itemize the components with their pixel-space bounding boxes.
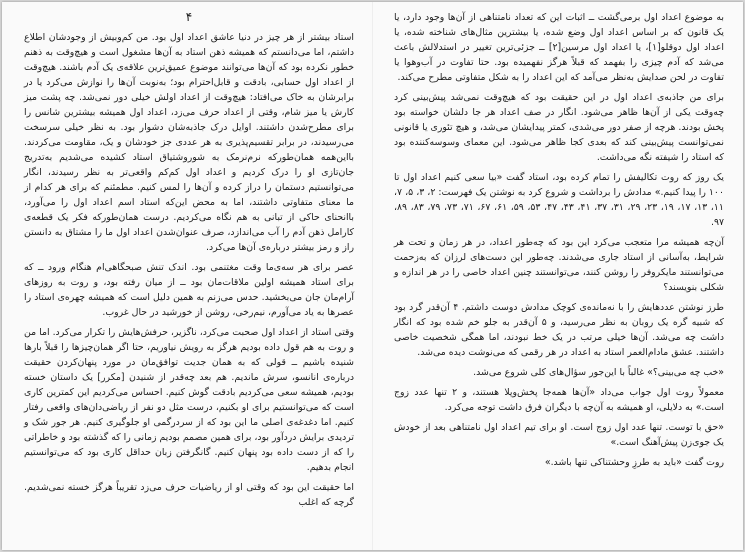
left-paragraph-4: اما حقیقت این بود که وقتی او از ریاضیات حرف می‌زد تقریباً هرگز خسته نمی‌شدیم. گرچه که اغلب [24, 482, 354, 508]
book-spread [2, 2, 743, 550]
left-paragraph-1: استاد بیشتر از هر چیز در دنیا عاشق اعداد اول بود. من کم‌وبیش از وجودشان اطلاع داشتم، اما می‌دانستم که همیشه ذهن استاد به آن‌ها مشغول است و هیچ‌وقت به ذهنم خطور نکرده بود که آن‌ها می‌توانند موضوع عمیق‌ترین علاقه‌ی یک آدم باشند. هیچ‌وقت از اعداد اول حسابی، بادقت و قابل‌احترام بود؛ به‌نوبت آن‌ها را نوازش می‌کرد یا در برابرشان به خاک می‌افتاد: هیچ‌وقت از اعداد اولش خیلی دور نمی‌شد. چه پشت میز کارش یا میز شام، وقتی از اعداد حرف می‌زد، اعداد اول همیشه بیشترین شانس را برای مطرح‌شدن داشتند. اوایل درک جاذبه‌شان دشوار بود. به نظر خیلی سرسخت می‌رسیدند، در برابر تقسیم‌پذیری به هر عددی جز خودشان و یک، مقاومت می‌کردند. بااین‌همه همان‌طورکه نرم‌نرمک به شوروشتیاق استاد کشیده می‌شدیم به‌تدریج جان‌تازی او را درک کردیم و اعداد اول کم‌کم واقعی‌تر به نظر رسیدند، انگار می‌توانستیم دستمان را دراز کرده و آن‌ها را لمس کنیم. مطمئنم که برای هر کدام از ما معنای متفاوتی داشتند، اما به محض این‌که استاد اسم اعداد اول را می‌آورد، باانحنای حاکی از تبانی به هم نگاه می‌کردیم. درست همان‌طورکه فکر یک قطعه‌ی کارامل ذهن آدم را آب می‌اندازد، صرف عنوان‌شدن اعداد اول ما را مشتاق به دانستن راز و رمز بیشتر درباره‌ی آن‌ها می‌کرد. [24, 32, 354, 253]
right-paragraph-2: برای من جاذبه‌ی اعداد اول در این حقیقت بود که هیچ‌وقت نمی‌شد پیش‌بینی کرد چه‌وقت یکی از آن‌ها ظاهر می‌شود. انگار در صف اعداد هر جا دلشان خواسته بود پخش بودند. هرچه از صفر دور می‌شدی، کمتر پیدایشان می‌شد، و هیچ تئوری یا قانونی نمی‌توانست پیش‌بینی کند که بعدی کجا ظاهر می‌شود. این معمای وسوسه‌کننده بود که استاد را شیفته نگه می‌داشت. [394, 92, 724, 163]
right-paragraph-6: «خب چه می‌بینی؟» غالباً با این‌جور سؤال‌های کلی شروع می‌شد. [473, 367, 724, 378]
right-paragraph-9: روت گفت «باید به طرزِ وحشتناکی تنها باشد.» [544, 457, 724, 468]
left-page [24, 10, 354, 540]
right-paragraph-3: یک روز که روت تکالیفش را تمام کرده بود، استاد گفت «بیا سعی کنیم اعداد اول تا ۱۰۰ را پیدا کنیم.» مدادش را برداشت و شروع کرد به نوشتن یک فهرست: ۲، ۳، ۵، ۷، ۱۱، ۱۳، ۱۷، ۱۹، ۲۳، ۲۹، ۳۱، ۳۷، ۴۱، ۴۳، ۴۷، ۵۳، ۵۹، ۶۱، ۶۷، ۷۱، ۷۳، ۷۹، ۸۳، ۸۹، ۹۷. [394, 172, 724, 228]
left-paragraph-3: وقتی استاد از اعداد اول صحبت می‌کرد، ناگزیر، حرفش‌هایش را تکرار می‌کرد. اما من و روت به هم قول داده بودیم هرگز به رویش نیاوریم، حتا اگر همان‌چیزها را قبلاً بارها شنیده باشیم ــ قولی که به همان جدیت توافق‌مان در مورد پنهان‌کردن حقیقت درباره‌ی انانسو، سرش ماندیم. هم بعد چه‌قدر از شنیدن [مکرر] یک داستان خسته بودیم، همیشه سعی می‌کردیم بادقت گوش کنیم. احساس می‌کردیم این کمترین کاری است که می‌توانستیم برای او بکنیم، درست مثل دو نفر از ریاضی‌دان‌های واقعی رفتار کنیم. اما دغدغه‌ی اصلی ما این بود که از سردرگمی او جلوگیری کنیم. هر جور شک و تردیدی برایش دردآور بود، برای همین مصمم بودیم زمانی را که گذشته بود و خاطراتی را که از دست داده بود پنهان کنیم. گانگرفتن زبان حداقل کاری بود که می‌توانستیم انجام بدهیم. [24, 327, 354, 473]
right-page [394, 10, 724, 540]
book-gutter [372, 2, 373, 550]
page-number: ۴ [185, 10, 193, 24]
right-paragraph-4: آن‌چه همیشه مرا متعجب می‌کرد این بود که چه‌طور اعداد، در هر زمان و تحت هر شرایط، به‌آسانی از استاد جاری می‌شدند. چه‌طور این دست‌های لرزان که به‌زحمت می‌توانستند مایکروفر را روشن کنند، می‌توانستند چنین اعداد خاصی را در هر اندازه و شکلی بنویسند؟ [394, 237, 724, 293]
right-paragraph-7: معمولاً روت اول جواب می‌داد «آن‌ها همه‌جا پخش‌وپلا هستند، و ۲ تنها عدد زوج است.» به دلایلی، او همیشه به آن‌چه با دیگران فرق داشت توجه می‌کرد. [394, 387, 724, 413]
right-paragraph-5: طرز نوشتن عددهایش را با نه‌مانده‌ی کوچک مدادش دوست داشتم. ۴ آن‌قدر گرد بود که شبیه گره یک روبان به نظر می‌رسید، و ۵ آن‌قدر به جلو خم شده بود که انگار داشت چه می‌شد. آن‌ها خیلی مرتب در یک خط نبودند، اما همگی شخصیت خاصی داشتند. عشق مادام‌العمر استاد به اعداد در هر رقمی که می‌نوشت دیده می‌شد. [394, 302, 724, 358]
right-paragraph-8: «حق با توست. تنها عدد اول زوج است. او برای تیم اعداد اول نامتناهی بعد از خودش یک جوی‌زن پیش‌آهنگ است.» [394, 422, 724, 448]
right-paragraph-1: به موضوع اعداد اول برمی‌گشت ــ اثبات این که تعداد نامتناهی از آن‌ها وجود دارد، یا یک قانون که بر اساس اعداد اول وضع شده، یا بیشترین مثال‌های شناخته شده، یا اعداد اول دوقلو[١]، یا اعداد اول مرسین[٢] ــ جزئی‌ترین تغییر در استدلالش باعث می‌شد که آدم چیزی را بفهمد که قبلاً هرگز نفهمیده بود. حتا تفاوت در آب‌وهوا یا تفاوت در لحن صدایش به‌نظر می‌آمد که این اعداد را به شکل متفاوتی مطرح می‌کند. [394, 12, 724, 83]
left-paragraph-2: عصر برای هر سه‌ی‌ما وقت مغتنمی بود. اندک تنش صبحگاهی‌ام هنگام ورود ــ که برای استاد همیشه اولین ملاقات‌مان بود ــ از میان رفته بود، و روت به روزهای آرام‌مان جان می‌بخشید. حدس می‌زنم به همین دلیل است که همیشه چهره‌ی استاد را عصرها به یاد می‌آورم، نیم‌رخی، روشن از خورشید در حال غروب. [24, 262, 354, 318]
